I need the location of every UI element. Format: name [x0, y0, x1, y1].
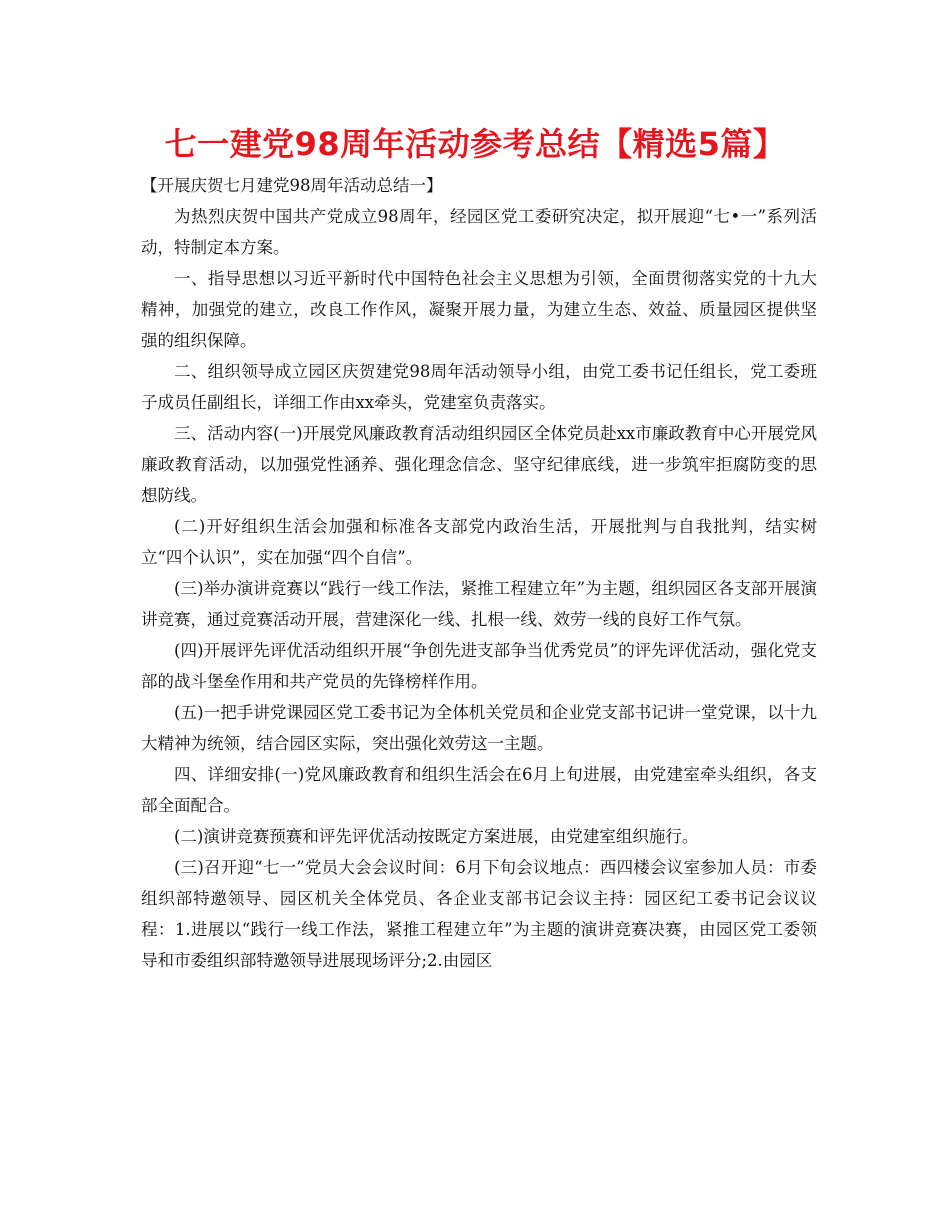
paragraph-evaluation: (四)开展评先评优活动组织开展“争创先进支部争当优秀党员”的评先评优活动，强化党支部的战斗堡垒作用和共产党员的先锋榜样作用。 [141, 641, 817, 691]
paragraph-party-lecture: (五)一把手讲党课园区党工委书记为全体机关党员和企业党支部书记讲一堂党课，以十九大精神为统领，结合园区实际，突出强化效劳这一主题。 [141, 703, 817, 753]
paragraph-activity-content: 三、活动内容(一)开展党风廉政教育活动组织园区全体党员赴xx市廉政教育中心开展党风廉政教育活动，以加强党性涵养、强化理念信念、坚守纪律底线，进一步筑牢拒腐防变的思想防线。 [141, 424, 817, 505]
paragraph-member-meeting: (三)召开迎“七一”党员大会会议时间：6月下旬会议地点：西四楼会议室参加人员：市委组织部特邀领导、园区机关全体党员、各企业支部书记会议主持：园区纪工委书记会议议程：1.进展以“践行一线工作法，紧推工程建立年”为主题的演讲竞赛决赛，由园区党工委领导和市委组织部特邀领导进展现场评分;2.由园区 [141, 858, 817, 970]
paragraph-guiding-thought: 一、指导思想以习近平新时代中国特色社会主义思想为引领，全面贯彻落实党的十九大精神，加强党的建立，改良工作作风，凝聚开展力量，为建立生态、效益、质量园区提供坚强的组织保障。 [141, 269, 817, 350]
paragraph-intro: 为热烈庆贺中国共产党成立98周年，经园区党工委研究决定，拟开展迎“七•一”系列活动，特制定本方案。 [141, 207, 817, 257]
paragraph-life-meeting: (二)开好组织生活会加强和标准各支部党内政治生活，开展批判与自我批判，结实树立“四个认识”，实在加强“四个自信”。 [141, 517, 817, 567]
paragraph-organization: 二、组织领导成立园区庆贺建党98周年活动领导小组，由党工委书记任组长，党工委班子成员任副组长，详细工作由xx牵头，党建室负责落实。 [141, 362, 817, 412]
document-body [141, 170, 817, 976]
document-title: 七一建党98周年活动参考总结【精选5篇】 [164, 125, 786, 163]
paragraph-arrangement: 四、详细安排(一)党风廉政教育和组织生活会在6月上旬进展，由党建室牵头组织，各支部全面配合。 [141, 765, 817, 815]
paragraph-speech-contest: (三)举办演讲竞赛以“践行一线工作法，紧推工程建立年”为主题，组织园区各支部开展演讲竞赛，通过竞赛活动开展，营建深化一线、扎根一线、效劳一线的良好工作气氛。 [141, 579, 817, 629]
paragraph-preliminaries: (二)演讲竞赛预赛和评先评优活动按既定方案进展，由党建室组织施行。 [174, 827, 699, 846]
section-subheading: 【开展庆贺七月建党98周年活动总结一】 [141, 176, 443, 195]
